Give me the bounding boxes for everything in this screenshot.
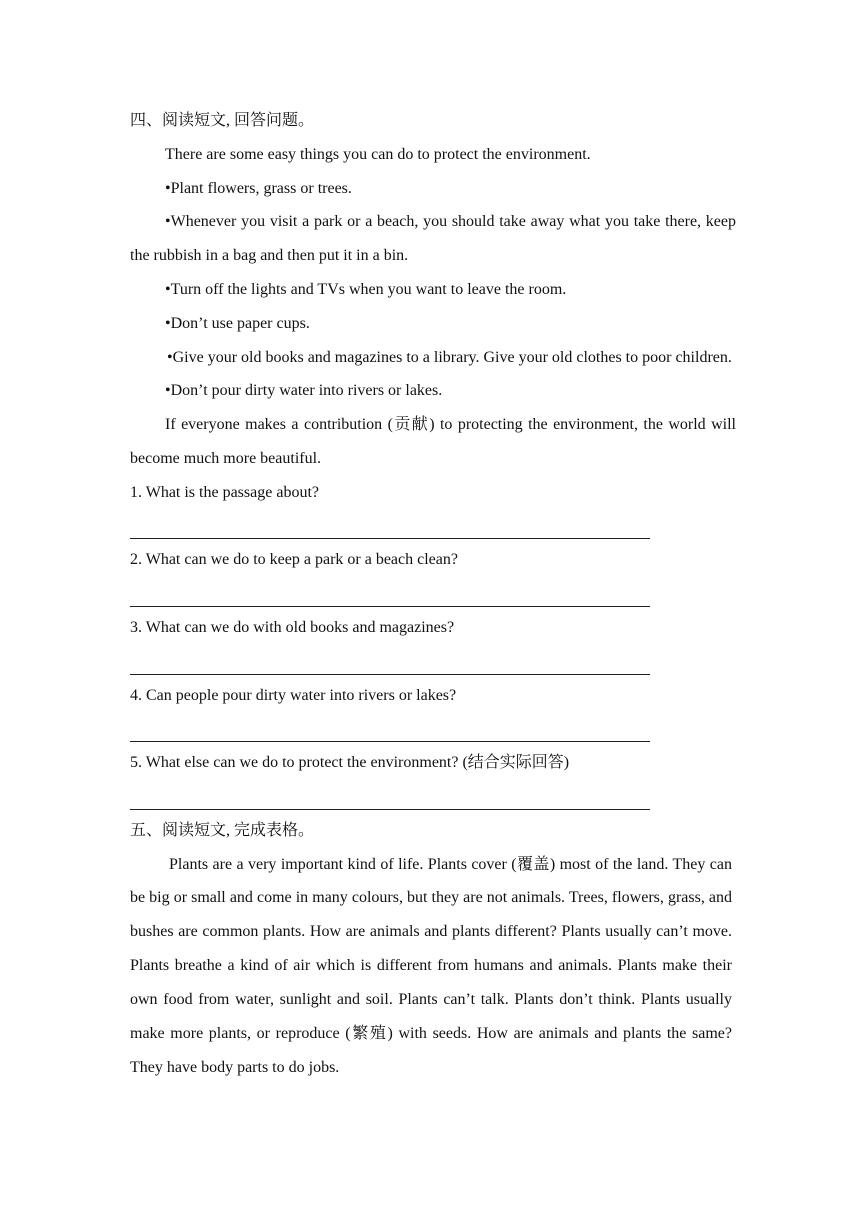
answer-line-4[interactable]: [130, 712, 650, 746]
answer-line-5[interactable]: [130, 780, 650, 814]
question-3: 3. What can we do with old books and magazines?: [130, 618, 455, 636]
answer-line-1[interactable]: [130, 510, 650, 544]
answer-line-2[interactable]: [130, 577, 650, 611]
plants-passage: Plants are a very important kind of life. Plants cover (覆盖) most of the land. They can be big or small and come in many colours, but they are not animals. Trees, flowers, grass, and bushes are common plants. How are animals and plants different? Plants usually can’t move. Plants breathe a kind of air which is different from humans and animals. Plants make their own food from water, sunlight and soil. Plants can’t talk. Plants don’t think. Plants usually make more plants, or reproduce (繁殖) with seeds. How are animals and plants the same? They have body parts to do jobs.: [130, 855, 732, 1076]
question-5: 5. What else can we do to protect the environment? (结合实际回答): [130, 754, 570, 772]
passage-bullet-park: •Whenever you visit a park or a beach, you should take away what you take there, keep the rubbish in a bag and then put it in a bin.: [130, 213, 736, 265]
passage-bullet-plant: •Plant flowers, grass or trees.: [165, 179, 352, 197]
question-1: 1. What is the passage about?: [130, 483, 319, 501]
question-2: 2. What can we do to keep a park or a beach clean?: [130, 551, 458, 569]
passage-bullet-lights: •Turn off the lights and TVs when you want to leave the room.: [165, 280, 567, 298]
document-page: [130, 104, 736, 1085]
passage-bullet-books: •Give your old books and magazines to a library. Give your old clothes to poor children.: [167, 348, 732, 366]
passage-bullet-water: •Don’t pour dirty water into rivers or lakes.: [165, 382, 443, 400]
section-4-heading: 四、阅读短文, 回答问题。: [130, 112, 315, 129]
section-5-heading: 五、阅读短文, 完成表格。: [130, 821, 315, 839]
passage-bullet-cups: •Don’t use paper cups.: [165, 314, 310, 332]
passage-intro: There are some easy things you can do to protect the environment.: [165, 145, 591, 163]
answer-line-3[interactable]: [130, 645, 650, 679]
question-4: 4. Can people pour dirty water into rivers or lakes?: [130, 686, 457, 704]
passage-conclusion: If everyone makes a contribution (贡献) to protecting the environment, the world will become much more beautiful.: [130, 416, 736, 467]
